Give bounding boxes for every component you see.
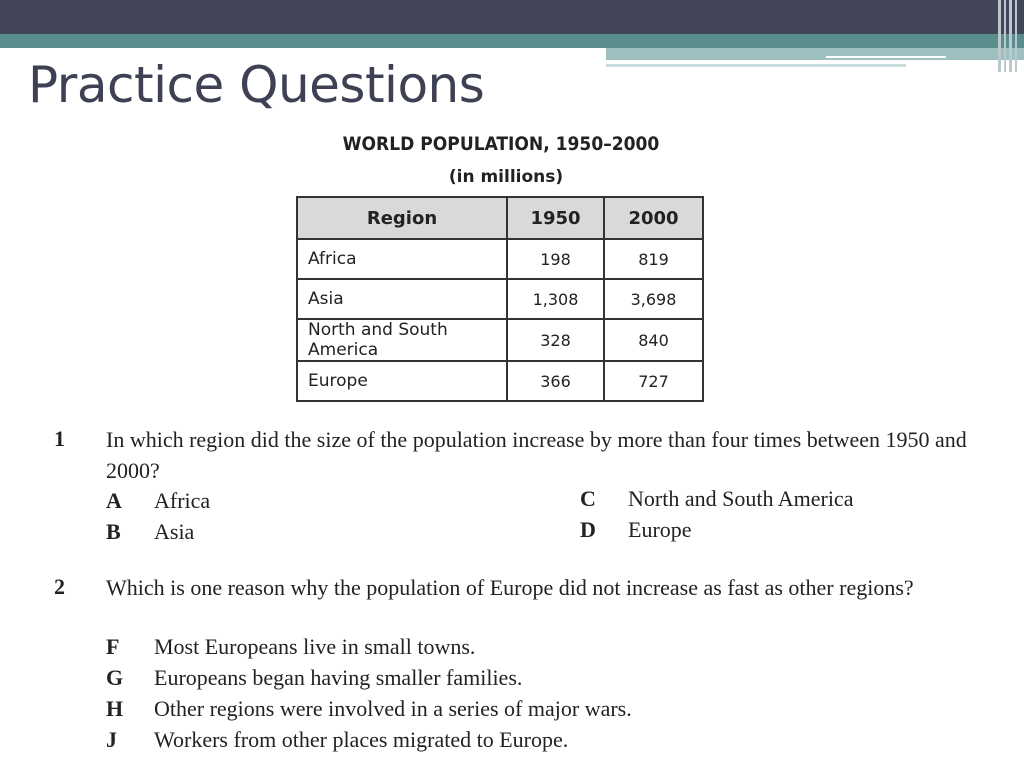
table-subtitle: (in millions) (448, 167, 564, 187)
option-text: Asia (154, 519, 195, 544)
value-1950-cell: 328 (507, 319, 604, 361)
table-row (297, 279, 703, 319)
question-text: Which is one reason why the population of Europe did not increase as fast as other regions? (106, 575, 914, 600)
value-2000-cell: 819 (604, 239, 703, 279)
option-text: Europeans began having smaller families. (154, 665, 523, 690)
region-cell: Europe (297, 361, 507, 401)
header-edge-stripes (996, 0, 1024, 72)
option-letter: A (106, 488, 122, 513)
population-table (296, 196, 704, 402)
value-2000-cell: 840 (604, 319, 703, 361)
header-band-teal (0, 34, 1024, 48)
header-band-accent (606, 48, 1024, 60)
value-1950-cell: 366 (507, 361, 604, 401)
option-letter: D (580, 517, 596, 542)
header-band-dark (0, 0, 1024, 34)
region-cell: North and South America (297, 319, 507, 361)
slide-title: Practice Questions (28, 56, 485, 114)
table-row (297, 361, 703, 401)
option-letter: H (106, 696, 124, 721)
question-1 (44, 420, 984, 550)
header-accent-line (606, 64, 906, 67)
option-text: Africa (154, 488, 211, 513)
column-header-2000: 2000 (604, 197, 703, 239)
option-letter: F (106, 634, 120, 659)
table-row (297, 319, 703, 361)
value-1950-cell: 1,308 (507, 279, 604, 319)
value-1950-cell: 198 (507, 239, 604, 279)
question-number: 1 (54, 426, 65, 451)
table-row (297, 239, 703, 279)
value-2000-cell: 727 (604, 361, 703, 401)
option-text: Europe (628, 517, 692, 542)
option-text: Workers from other places migrated to Europe. (154, 727, 569, 752)
column-header-1950: 1950 (507, 197, 604, 239)
option-text: Most Europeans live in small towns. (154, 634, 476, 659)
option-letter: B (106, 519, 121, 544)
region-cell: Africa (297, 239, 507, 279)
option-text: Other regions were involved in a series of major wars. (154, 696, 632, 721)
value-2000-cell: 3,698 (604, 279, 703, 319)
option-text: North and South America (628, 486, 854, 511)
question-number: 2 (54, 574, 65, 599)
question-text: In which region did the size of the population increase by more than four times between 1950 and 2000? (106, 427, 967, 483)
table-header-row (297, 197, 703, 239)
region-cell: Asia (297, 279, 507, 319)
column-header-region: Region (297, 197, 507, 239)
option-letter: G (106, 665, 124, 690)
header-accent-line-secondary (826, 56, 946, 58)
option-letter: J (106, 727, 117, 752)
table-title: WORLD POPULATION, 1950–2000 (342, 133, 660, 155)
option-letter: C (580, 486, 596, 511)
question-2 (44, 570, 984, 760)
